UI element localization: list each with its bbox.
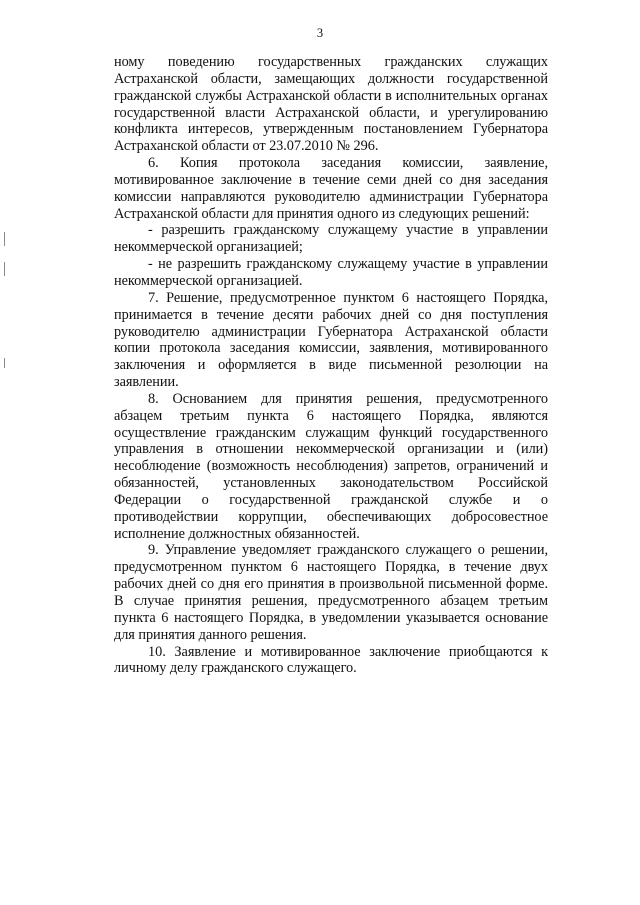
- scan-artifact-mark: [4, 358, 5, 368]
- paragraph-item-8: 8. Основанием для принятия решения, предусмотренного абзацем третьим пункта 6 настоящего Порядка, являются осуществление гражданским служащим функций государственного управления в отношении некоммерческой организации и (или) несоблюдение (возможность несоблюдения) запретов, ограничений и обязанностей, установленных законодательством Российской Федерации о государственной гражданской службе и о противодействии коррупции, обеспечивающих добросовестное исполнение должностных обязанностей.: [114, 390, 548, 542]
- page-number: 3: [316, 26, 324, 40]
- list-item-deny: - не разрешить гражданскому служащему участие в управлении некоммерческой организацией.: [114, 256, 548, 289]
- paragraph-item-6: 6. Копия протокола заседания комиссии, заявление, мотивированное заключение в течение семи дней со дня заседания комиссии направляются руководителю администрации Губернатора Астраханской области для принятия одного из следующих решений:: [114, 155, 548, 222]
- document-body: [114, 54, 548, 677]
- scan-artifact-mark: [4, 232, 5, 246]
- list-item-permit: - разрешить гражданскому служащему участие в управлении некоммерческой организацией;: [114, 222, 548, 256]
- paragraph-item-10: 10. Заявление и мотивированное заключение приобщаются к личному делу гражданского служащего.: [114, 643, 548, 677]
- paragraph-item-9: 9. Управление уведомляет гражданского служащего о решении, предусмотренном пунктом 6 настоящего Порядка, в течение двух рабочих дней со дня его принятия в произвольной письменной форме. В случае принятия решения, предусмотренного абзацем третьим пункта 6 настоящего Порядка, в уведомлении указывается основание для принятия данного решения.: [114, 542, 548, 643]
- paragraph-item-7: 7. Решение, предусмотренное пунктом 6 настоящего Порядка, принимается в течение десяти рабочих дней со дня поступления руководителю администрации Губернатора Астраханской области копии протокола заседания комиссии, заявления, мотивированного заключения и оформляется в виде письменной резолюции на заявлении.: [114, 289, 548, 391]
- paragraph-continuation: ному поведению государственных гражданских служащих Астраханской области, замещающих должности государственной гражданской службы Астраханской области в исполнительных органах государственной власти Астраханской области, и урегулированию конфликта интересов, утвержденным постановлением Губернатора Астраханской области от 23.07.2010 № 296.: [114, 54, 548, 155]
- scan-artifact-mark: [4, 262, 5, 276]
